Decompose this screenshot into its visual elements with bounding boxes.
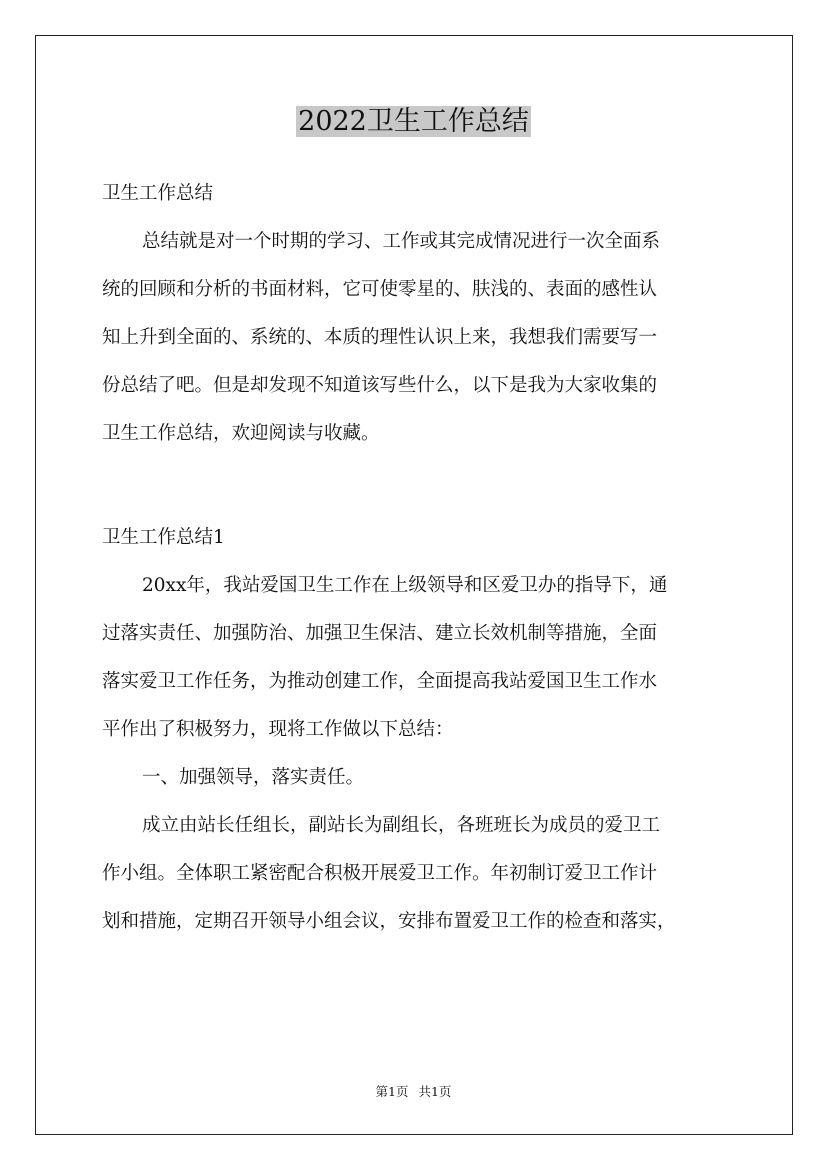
section-1-line: 过落实责任、加强防治、加强卫生保洁、建立长效机制等措施，全面 [102,623,658,644]
section-1-line: 平作出了积极努力，现将工作做以下总结： [102,719,454,740]
section-heading-intro: 卫生工作总结 [102,183,214,204]
paragraph-line: 成立由站长任组长，副站长为副组长，各班班长为成员的爱卫工 [142,815,661,836]
section-heading-1: 卫生工作总结1 [102,527,225,548]
page-footer [0,1083,827,1101]
document-title [0,103,827,141]
section-1-line: 20xx年，我站爱国卫生工作在上级领导和区爱卫办的指导下，通 [142,575,668,596]
intro-line: 份总结了吧。但是却发现不知道该写些什么，以下是我为大家收集的 [102,375,658,396]
page-number: 第1页 [375,1084,409,1099]
subheading-1: 一、加强领导，落实责任。 [142,767,365,788]
paragraph-line: 划和措施，定期召开领导小组会议，安排布置爱卫工作的检查和落实， [102,911,676,932]
section-1-line: 落实爱卫工作任务，为推动创建工作，全面提高我站爱国卫生工作水 [102,671,658,692]
document-title-text: 2022卫生工作总结 [298,106,529,137]
intro-line: 知上升到全面的、系统的、本质的理性认识上来，我想我们需要写一 [102,327,658,348]
intro-line: 总结就是对一个时期的学习、工作或其完成情况进行一次全面系 [142,231,661,252]
document-body [102,174,728,950]
paragraph-line: 作小组。全体职工紧密配合积极开展爱卫工作。年初制订爱卫工作计 [102,863,658,884]
paragraph-gap [102,462,728,518]
intro-line: 统的回顾和分析的书面材料，它可使零星的、肤浅的、表面的感性认 [102,279,658,300]
page-total: 共1页 [418,1084,452,1099]
intro-line: 卫生工作总结，欢迎阅读与收藏。 [102,423,380,444]
